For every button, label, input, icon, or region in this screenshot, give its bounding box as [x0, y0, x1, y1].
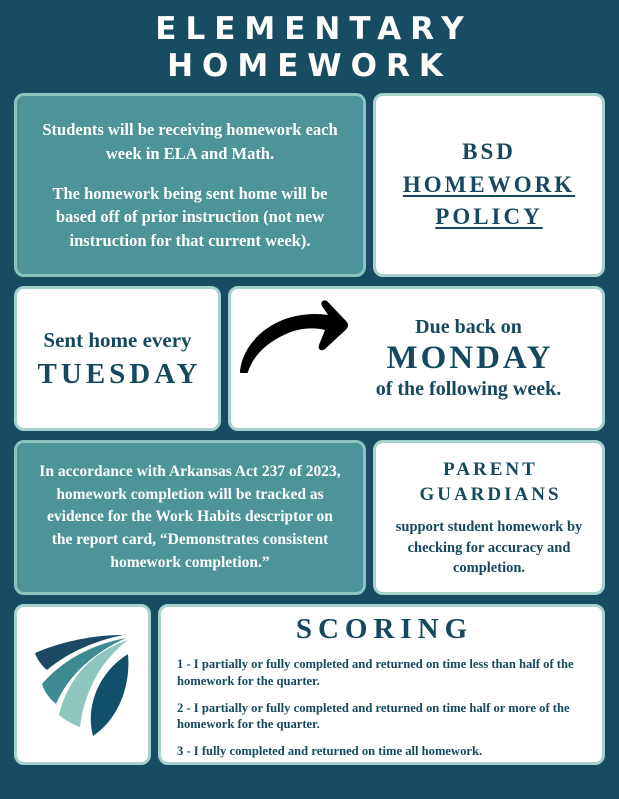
parent-heading-line-1: PARENT — [443, 458, 538, 480]
policy-link-homework[interactable]: HOMEWORK — [402, 171, 576, 197]
bsd-homework-policy-card[interactable] — [373, 93, 605, 277]
scoring-item: 3 - I fully completed and returned on time all homework. — [177, 743, 483, 758]
district-shield-logo-icon — [31, 632, 135, 738]
intro-paragraph-2: The homework being sent home will be based off of prior instruction (not new instruction for that current week). — [52, 183, 328, 250]
intro-card — [14, 93, 366, 277]
scoring-heading: SCORING — [295, 613, 474, 646]
curved-arrow-icon — [233, 297, 349, 373]
scoring-item: 2 - I partially or fully completed and returned on time half or more of the homework for the quarter. — [177, 700, 570, 732]
scoring-card — [158, 604, 605, 765]
parent-heading-line-2: GUARDIANS — [419, 484, 562, 506]
due-back-card — [228, 286, 605, 431]
intro-section — [14, 93, 605, 277]
sent-home-label: Sent home every — [43, 327, 192, 352]
logo-card — [14, 604, 151, 765]
intro-paragraph-1: Students will be receiving homework each week in ELA and Math. — [42, 120, 338, 163]
page-title: ELEMENTARY HOMEWORK — [155, 11, 473, 84]
scoring-item: 1 - I partially or fully completed and returned on time less than half of the homework for the quarter. — [177, 657, 574, 688]
due-back-label: Due back on — [415, 316, 522, 338]
policy-link-policy[interactable]: POLICY — [435, 204, 543, 230]
due-back-sub: of the following week. — [375, 378, 562, 401]
arkansas-act-card — [14, 440, 366, 595]
scoring-section — [14, 604, 605, 765]
sent-home-day: TUESDAY — [37, 357, 202, 390]
schedule-section — [14, 286, 605, 431]
arkansas-act-text: In accordance with Arkansas Act 237 of 2023, homework completion will be tracked as evidence for the Work Habits descriptor on the report card, “Demonstrates consistent homework completion.” — [39, 463, 341, 571]
parent-body-text: support student homework by checking for accuracy and completion. — [395, 518, 583, 577]
policy-line-bsd: BSD — [462, 139, 516, 165]
due-back-day: MONDAY — [386, 340, 554, 376]
sent-home-card — [14, 286, 221, 431]
parent-guardians-card — [373, 440, 605, 595]
policy-act-section — [14, 440, 605, 595]
